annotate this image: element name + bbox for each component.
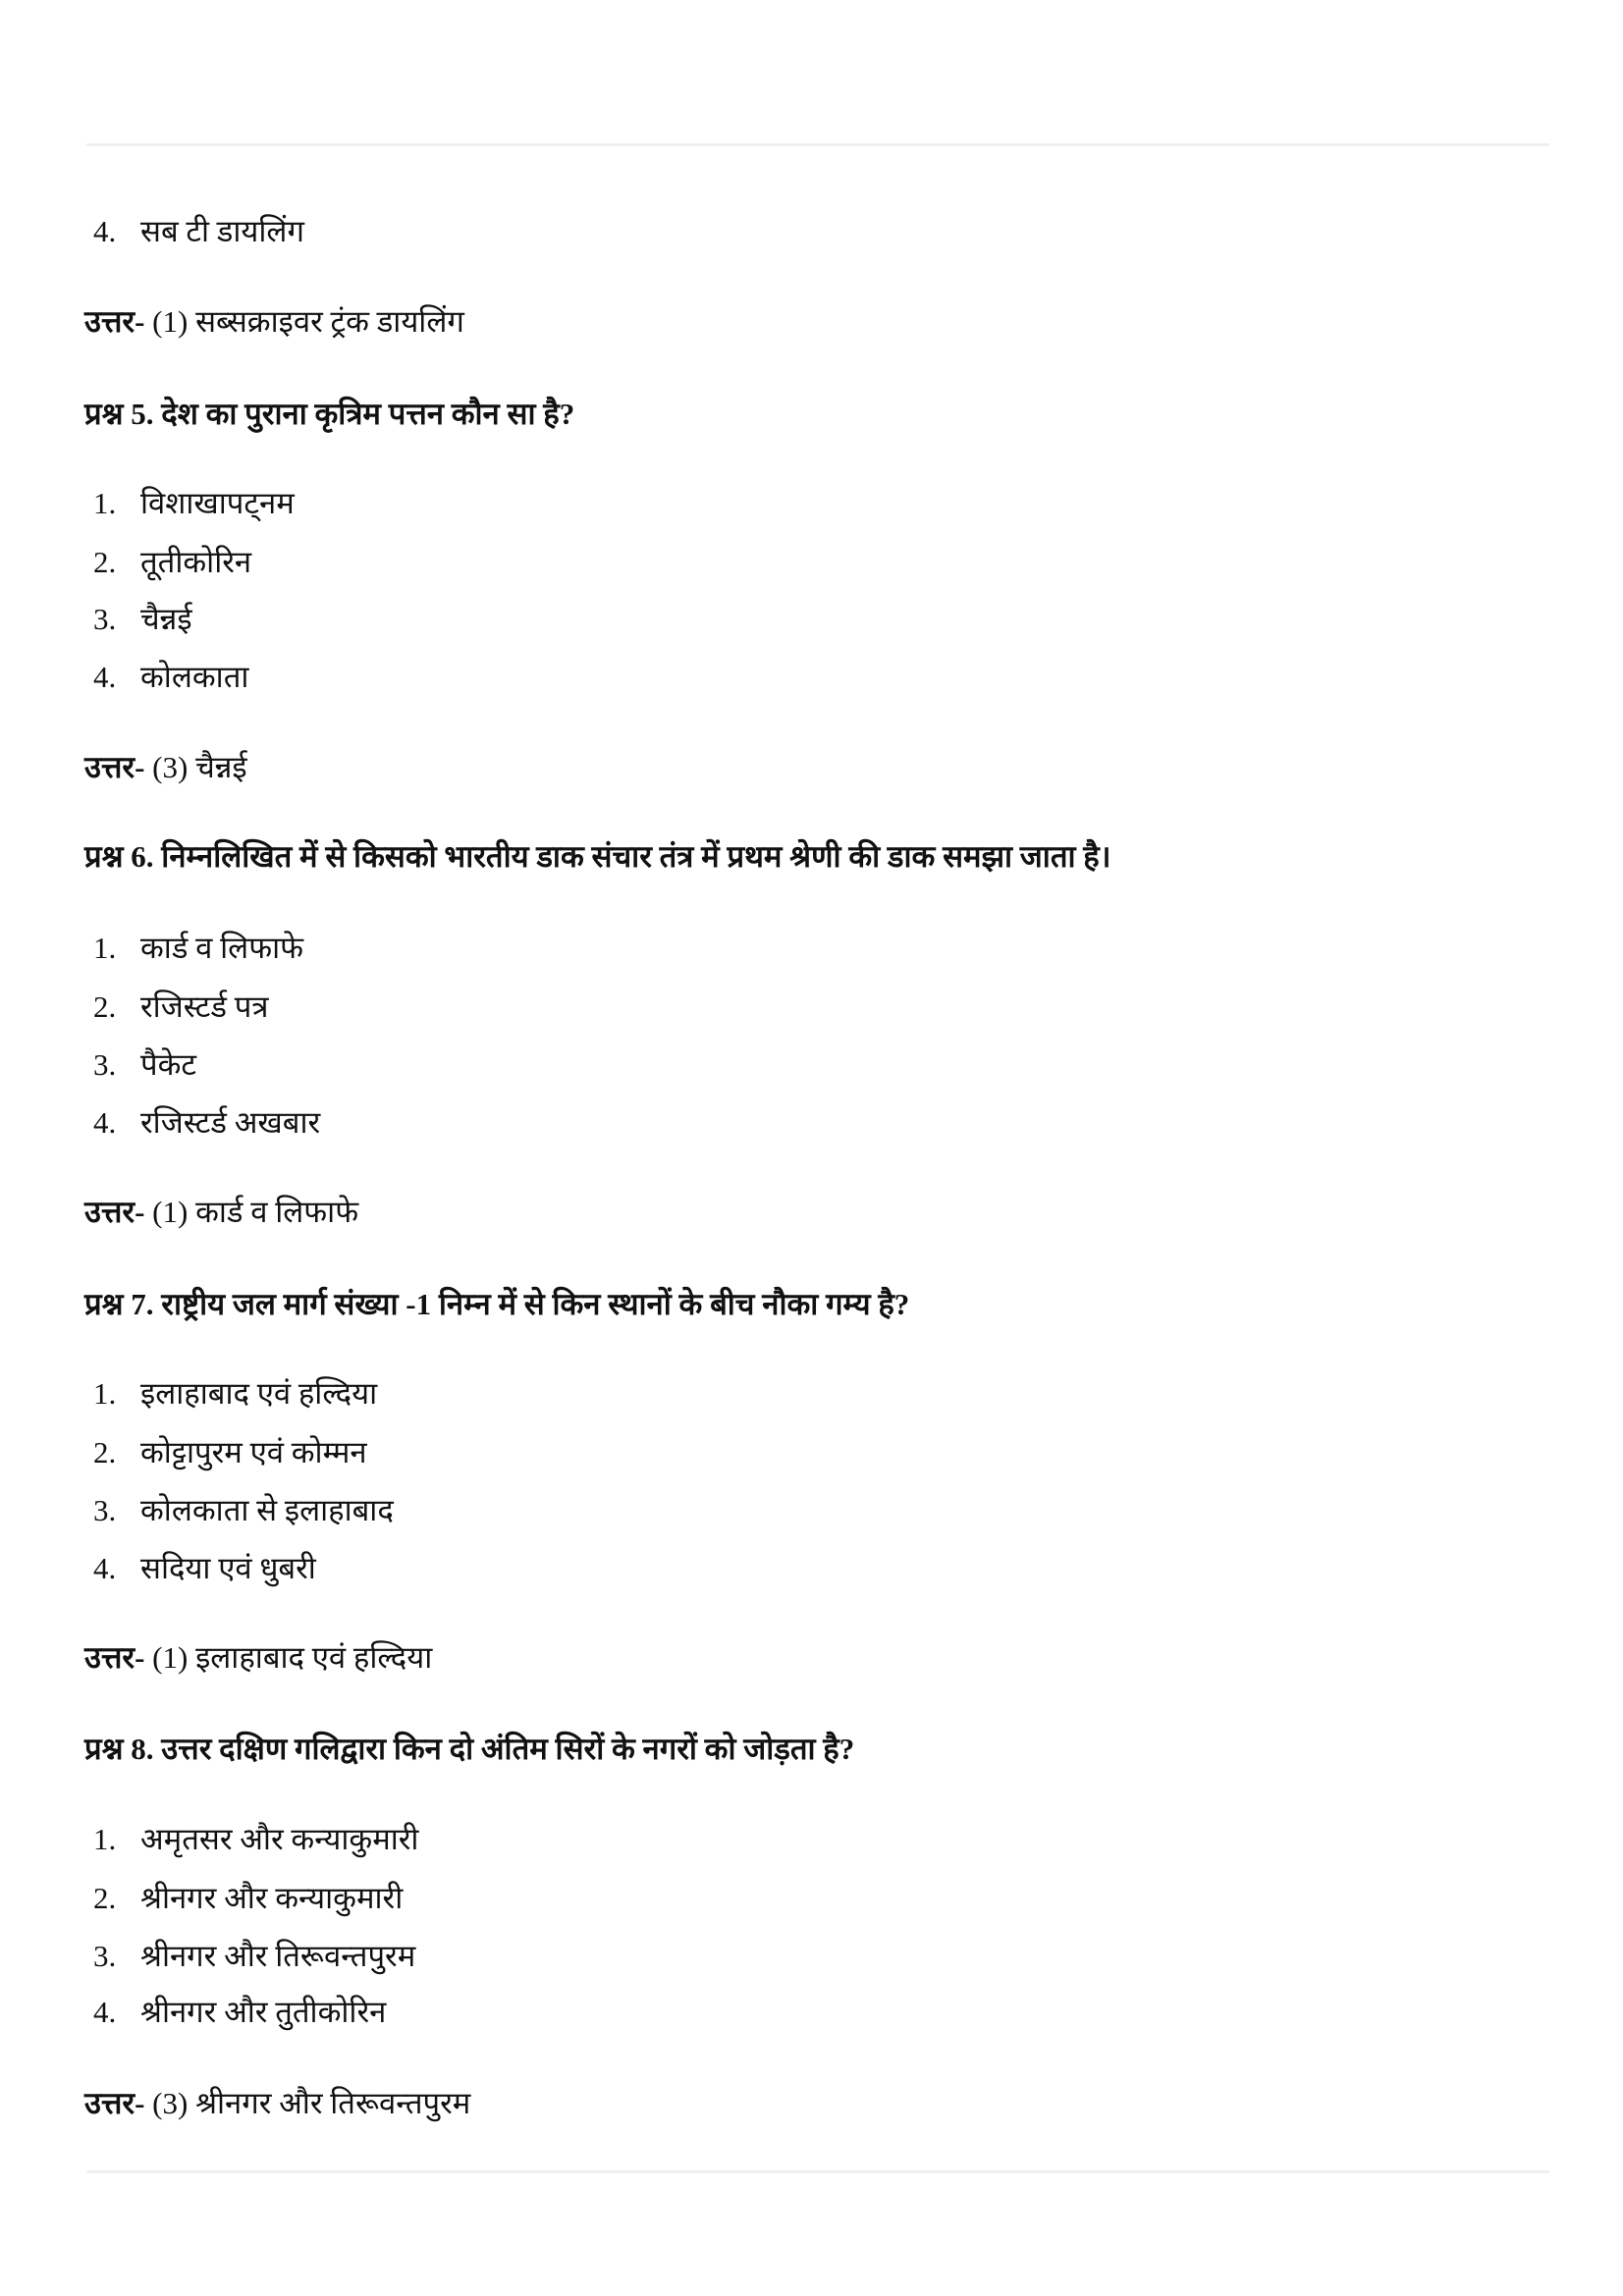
question-heading: प्रश्न 7. राष्ट्रीय जल मार्ग संख्या -1 निम्न में से किन स्थानों के बीच नौका गम्य है? xyxy=(84,1287,910,1321)
option-text: पैकेट xyxy=(140,1047,197,1082)
option-item xyxy=(93,927,303,970)
option-number: 1. xyxy=(93,931,117,965)
option-text: कार्ड व लिफाफे xyxy=(140,931,304,965)
answer-label: उत्तर- xyxy=(84,2086,145,2120)
option-text: कोलकाता से इलाहाबाद xyxy=(140,1493,394,1527)
option-item xyxy=(93,1818,418,1861)
answer-label: उत्तर- xyxy=(84,1640,145,1675)
option-text: तूतीकोरिन xyxy=(140,545,252,579)
option-item xyxy=(93,1043,196,1087)
option-item xyxy=(93,1431,367,1474)
option-text: श्रीनगर और तिरूवन्तपुरम xyxy=(140,1939,416,1973)
option-text: कोलकाता xyxy=(140,660,249,694)
question-heading: प्रश्न 5. देश का पुराना कृत्रिम पत्तन कौन सा है? xyxy=(84,397,575,431)
option-item xyxy=(93,656,248,699)
answer-line xyxy=(84,1191,358,1234)
question-heading: प्रश्न 6. निम्नलिखित में से किसको भारतीय डाक संचार तंत्र में प्रथम श्रेणी की डाक समझा जाता है। xyxy=(84,839,1111,874)
option-text: रजिस्टर्ड अखबार xyxy=(140,1105,321,1140)
option-item xyxy=(93,1991,386,2034)
option-item xyxy=(93,1489,394,1532)
option-text: श्रीनगर और तुतीकोरिन xyxy=(140,1995,387,2029)
option-item xyxy=(93,1547,316,1590)
answer-line xyxy=(84,2082,470,2125)
option-text: श्रीनगर और कन्याकुमारी xyxy=(140,1881,404,1915)
option-number: 2. xyxy=(93,1881,117,1915)
option-text: सब टी डायलिंग xyxy=(140,214,304,248)
option-item xyxy=(93,1101,320,1145)
option-number: 1. xyxy=(93,1822,117,1856)
option-number: 4. xyxy=(93,1551,117,1585)
answer-text: (1) कार्ड व लिफाफे xyxy=(152,1195,359,1229)
option-text: रजिस्टर्ड पत्र xyxy=(140,989,269,1024)
option-item xyxy=(93,598,192,641)
option-item xyxy=(93,1372,377,1415)
option-number: 1. xyxy=(93,1376,117,1411)
top-divider xyxy=(86,143,1549,146)
option-number: 1. xyxy=(93,486,117,520)
option-text: विशाखापट्नम xyxy=(140,486,295,520)
option-text: सदिया एवं धुबरी xyxy=(140,1551,316,1585)
option-text: इलाहाबाद एवं हल्दिया xyxy=(140,1376,378,1411)
answer-label: उत्तर- xyxy=(84,304,145,339)
option-number: 4. xyxy=(93,1995,117,2029)
option-number: 4. xyxy=(93,660,117,694)
option-text: कोट्टापुरम एवं कोम्मन xyxy=(140,1435,367,1469)
option-number: 2. xyxy=(93,1435,117,1469)
option-item xyxy=(93,482,295,525)
question-heading: प्रश्न 8. उत्तर दक्षिण गलिद्वारा किन दो अंतिम सिरों के नगरों को जोड़ता है? xyxy=(84,1732,855,1766)
answer-text: (3) श्रीनगर और तिरूवन्तपुरम xyxy=(152,2086,471,2120)
option-item xyxy=(93,1935,415,1978)
answer-text: (3) चैन्नई xyxy=(152,750,247,784)
answer-text: (1) सब्सक्राइवर ट्रंक डायलिंग xyxy=(152,304,464,339)
option-item xyxy=(93,210,304,253)
answer-text: (1) इलाहाबाद एवं हल्दिया xyxy=(152,1640,433,1675)
option-text: अमृतसर और कन्याकुमारी xyxy=(140,1822,419,1856)
option-item xyxy=(93,986,268,1029)
option-number: 4. xyxy=(93,1105,117,1140)
option-number: 2. xyxy=(93,545,117,579)
option-text: चैन्नई xyxy=(140,602,192,636)
answer-line xyxy=(84,300,464,344)
bottom-divider xyxy=(86,2170,1549,2173)
option-number: 3. xyxy=(93,1047,117,1082)
answer-label: उत्तर- xyxy=(84,1195,145,1229)
answer-line xyxy=(84,746,247,789)
option-number: 3. xyxy=(93,1939,117,1973)
answer-line xyxy=(84,1636,432,1680)
option-number: 2. xyxy=(93,989,117,1024)
option-number: 4. xyxy=(93,214,117,248)
option-item xyxy=(93,541,251,584)
option-number: 3. xyxy=(93,1493,117,1527)
option-item xyxy=(93,1877,403,1920)
answer-label: उत्तर- xyxy=(84,750,145,784)
option-number: 3. xyxy=(93,602,117,636)
